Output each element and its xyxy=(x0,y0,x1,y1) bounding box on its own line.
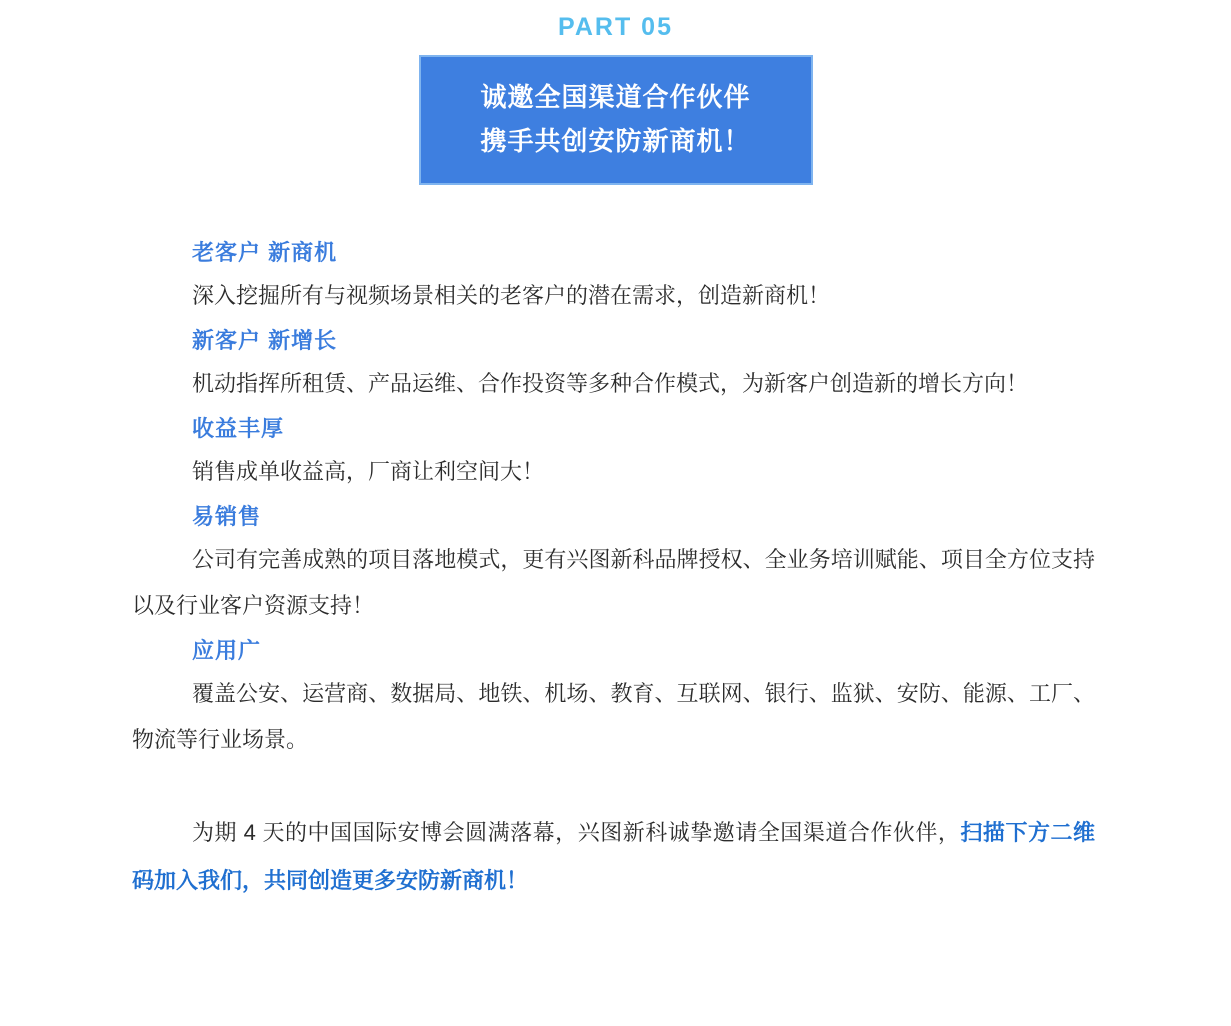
closing-text-highlight: 扫描下方二维码加入我们，共同创造更多安防新商机！ xyxy=(132,820,1095,893)
section-heading-4: 易销售 xyxy=(192,504,262,529)
section-body-5: 覆盖公安、运营商、数据局、地铁、机场、教育、互联网、银行、监狱、安防、能源、工厂、物流等行业场景。 xyxy=(132,681,1095,752)
section-body-3: 销售成单收益高，厂商让利空间大！ xyxy=(192,459,545,484)
title-box xyxy=(419,55,813,185)
content-body xyxy=(0,233,1231,905)
section-heading-2: 新客户 新增长 xyxy=(192,328,338,353)
closing-text-normal: 为期 4 天的中国国际安博会圆满落幕，兴图新科诚挚邀请全国渠道合作伙伴， xyxy=(192,820,961,845)
title-line-1: 诚邀全国渠道合作伙伴 xyxy=(480,82,751,112)
spacer xyxy=(132,765,1095,809)
section-body-1: 深入挖掘所有与视频场景相关的老客户的潜在需求，创造新商机！ xyxy=(192,283,831,308)
title-box-container xyxy=(0,55,1231,185)
section-heading-1: 老客户 新商机 xyxy=(192,240,338,265)
section-body-4: 公司有完善成熟的项目落地模式，更有兴图新科品牌授权、全业务培训赋能、项目全方位支持以及行业客户资源支持！ xyxy=(132,547,1095,618)
section-body-2: 机动指挥所租赁、产品运维、合作投资等多种合作模式，为新客户创造新的增长方向！ xyxy=(192,371,1029,396)
title-line-2: 携手共创安防新商机！ xyxy=(480,126,751,156)
section-heading-3: 收益丰厚 xyxy=(192,416,285,441)
section-heading-5: 应用广 xyxy=(192,638,262,663)
part-label: PART 05 xyxy=(558,13,673,41)
closing-paragraph xyxy=(132,809,1095,905)
